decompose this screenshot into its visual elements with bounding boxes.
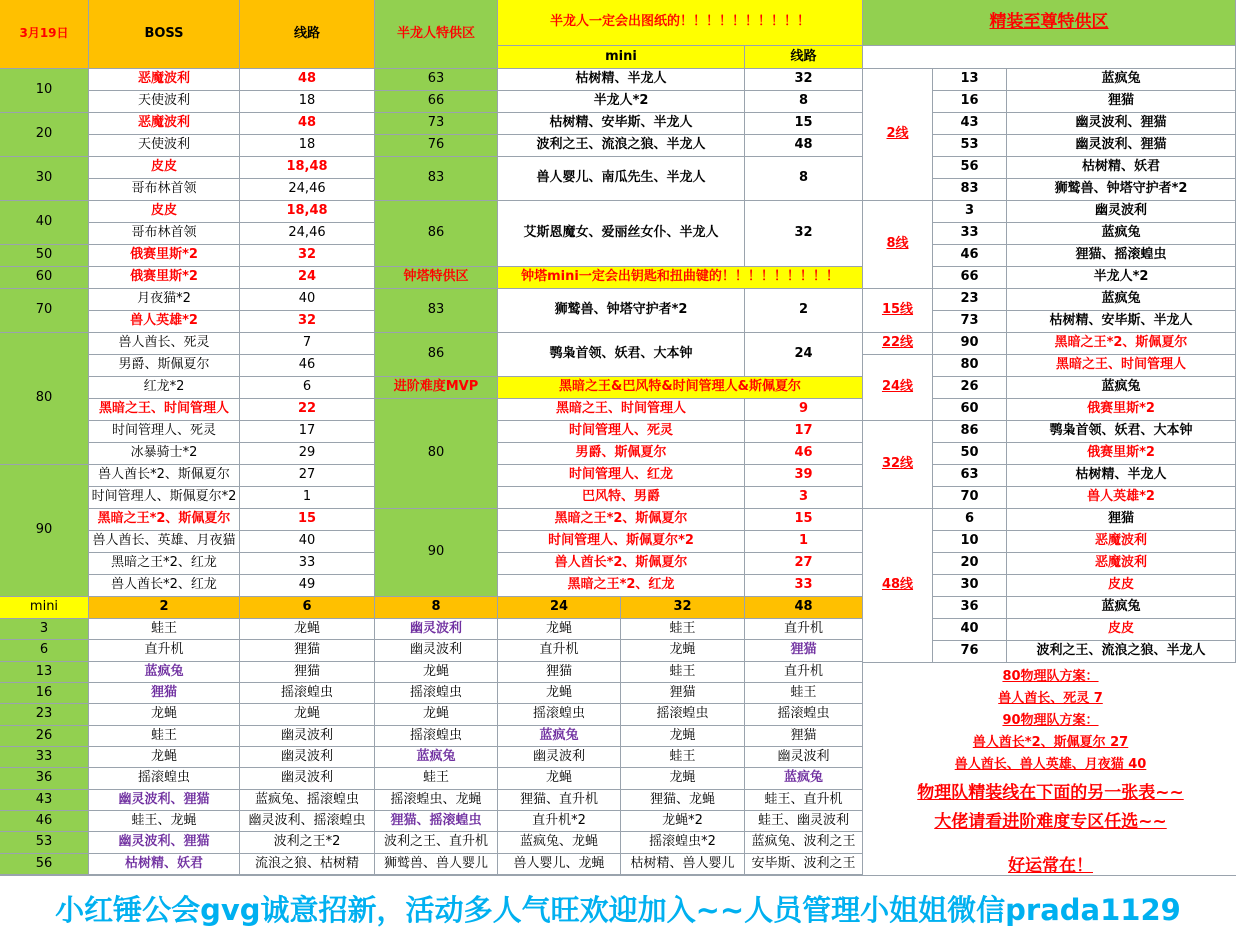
bottom-mini: 蛙王、直升机	[745, 790, 863, 811]
clock-zone-label: 钟塔特供区	[375, 267, 498, 289]
mini-route: 24	[745, 333, 863, 377]
bottom-mini: 蛙王	[89, 726, 240, 747]
route-number: 40	[240, 289, 375, 311]
mini-boss: 狮鹫兽、钟塔守护者*2	[498, 289, 745, 333]
bottom-mini: 摇滚蝗虫	[621, 704, 745, 726]
boss-header: BOSS	[89, 0, 240, 69]
line-label: 8线	[863, 201, 933, 289]
mid-level-label: 83	[375, 289, 498, 333]
bottom-mini: 蛙王、龙蝇	[89, 811, 240, 832]
mid-level-label: 86	[375, 201, 498, 267]
right-mini-boss: 狮鹫兽、钟塔守护者*2	[1007, 179, 1236, 201]
bottom-header: 6	[240, 597, 375, 619]
mini-route: 9	[745, 399, 863, 421]
mini-route: 46	[745, 443, 863, 465]
bottom-mini: 蓝疯兔、摇滚蝗虫	[240, 790, 375, 811]
level-label: 20	[0, 113, 89, 157]
right-mini-boss: 蓝疯兔	[1007, 69, 1236, 91]
right-mini-boss: 狸猫	[1007, 509, 1236, 531]
right-mini-boss: 恶魔波利	[1007, 553, 1236, 575]
route-number: 33	[240, 553, 375, 575]
mini-route: 48	[745, 135, 863, 157]
route-number: 48	[240, 69, 375, 91]
bottom-mini: 狸猫	[621, 683, 745, 704]
mini-boss: 枯树精、半龙人	[498, 69, 745, 91]
bottom-header: 8	[375, 597, 498, 619]
right-mini-boss: 狸猫	[1007, 91, 1236, 113]
bottom-mini: 龙蝇	[240, 704, 375, 726]
bottom-level: 46	[0, 811, 89, 832]
right-map-number: 90	[933, 333, 1007, 355]
right-map-number: 66	[933, 267, 1007, 289]
line-label: 48线	[863, 509, 933, 663]
boss-name: 时间管理人、死灵	[89, 421, 240, 443]
mid-level-label: 73	[375, 113, 498, 135]
bottom-mini: 摇滚蝗虫*2	[621, 832, 745, 854]
bottom-mini: 狸猫、龙蝇	[621, 790, 745, 811]
bottom-mini: 狸猫	[745, 726, 863, 747]
note-90-plan-1: 兽人酋长*2、斯佩夏尔 27	[972, 735, 1129, 750]
bottom-mini: 龙蝇	[498, 619, 621, 640]
bottom-mini: 狸猫、直升机	[498, 790, 621, 811]
line-label: 15线	[863, 289, 933, 333]
route-number: 18	[240, 91, 375, 113]
mid-level-label: 90	[375, 509, 498, 597]
bottom-mini: 幽灵波利、狸猫	[89, 832, 240, 854]
bottom-level: 16	[0, 683, 89, 704]
bottom-mini: 枯树精、兽人婴儿	[621, 854, 745, 875]
route-number: 18,48	[240, 157, 375, 179]
right-mini-boss: 幽灵波利	[1007, 201, 1236, 223]
bottom-level: 43	[0, 790, 89, 811]
mini-boss: 艾斯恩魔女、爱丽丝女仆、半龙人	[498, 201, 745, 267]
right-map-number: 43	[933, 113, 1007, 135]
route-number: 29	[240, 443, 375, 465]
right-map-number: 6	[933, 509, 1007, 531]
right-mini-boss: 恶魔波利	[1007, 531, 1236, 553]
right-map-number: 46	[933, 245, 1007, 267]
right-mini-boss: 蓝疯兔	[1007, 223, 1236, 245]
bottom-mini: 幽灵波利	[498, 747, 621, 768]
level-label: 40	[0, 201, 89, 245]
bottom-mini: 摇滚蝗虫	[375, 726, 498, 747]
right-map-number: 53	[933, 135, 1007, 157]
premium-header-blank	[863, 46, 1236, 69]
bottom-header: 2	[89, 597, 240, 619]
note-80-plan-title: 80物理队方案：	[1002, 669, 1099, 684]
route-number: 24,46	[240, 223, 375, 245]
boss-name: 时间管理人、斯佩夏尔*2	[89, 487, 240, 509]
bottom-mini: 幽灵波利	[240, 768, 375, 790]
mini-boss: 时间管理人、斯佩夏尔*2	[498, 531, 745, 553]
bottom-mini: 蓝疯兔	[498, 726, 621, 747]
bottom-level: 26	[0, 726, 89, 747]
right-mini-boss: 黑暗之王、时间管理人	[1007, 355, 1236, 377]
boss-name: 恶魔波利	[89, 69, 240, 91]
bottom-mini: 直升机	[745, 662, 863, 683]
bottom-mini: 幽灵波利、摇滚蝗虫	[240, 811, 375, 832]
bottom-mini: 幽灵波利、狸猫	[89, 790, 240, 811]
mini-route: 8	[745, 91, 863, 113]
bottom-mini: 波利之王*2	[240, 832, 375, 854]
bottom-mini: 摇滚蝗虫	[89, 768, 240, 790]
boss-name: 皮皮	[89, 157, 240, 179]
bottom-mini: 幽灵波利	[745, 747, 863, 768]
bottom-mini: 龙蝇	[375, 662, 498, 683]
mini-boss: 枯树精、安毕斯、半龙人	[498, 113, 745, 135]
line-label: 24线	[863, 355, 933, 421]
bottom-mini: 流浪之狼、枯树精	[240, 854, 375, 875]
right-map-number: 10	[933, 531, 1007, 553]
mini-route: 15	[745, 509, 863, 531]
boss-name: 哥布林首领	[89, 179, 240, 201]
bottom-mini: 狸猫	[498, 662, 621, 683]
boss-name: 哥布林首领	[89, 223, 240, 245]
bottom-mini: 直升机	[498, 640, 621, 662]
right-map-number: 40	[933, 619, 1007, 641]
mid-level-label: 76	[375, 135, 498, 157]
route-number: 46	[240, 355, 375, 377]
bottom-level: 53	[0, 832, 89, 854]
mid-level-label: 66	[375, 91, 498, 113]
boss-name: 黑暗之王*2、斯佩夏尔	[89, 509, 240, 531]
right-mini-boss: 蓝疯兔	[1007, 597, 1236, 619]
bottom-header: 24	[498, 597, 621, 619]
boss-name: 恶魔波利	[89, 113, 240, 135]
bottom-mini: 直升机	[89, 640, 240, 662]
bottom-mini: 摇滚蝗虫	[745, 704, 863, 726]
bottom-mini: 狸猫、摇滚蝗虫	[375, 811, 498, 832]
mvp-zone-label: 进阶难度MVP	[375, 377, 498, 399]
boss-name: 黑暗之王、时间管理人	[89, 399, 240, 421]
bottom-mini: 兽人婴儿、龙蝇	[498, 854, 621, 875]
mini-boss: 黑暗之王*2、斯佩夏尔	[498, 509, 745, 531]
mini-boss: 黑暗之王、时间管理人	[498, 399, 745, 421]
note-good-luck: 好运常在！	[1008, 855, 1093, 876]
right-mini-boss: 俄赛里斯*2	[1007, 443, 1236, 465]
right-mini-boss: 半龙人*2	[1007, 267, 1236, 289]
mini-boss: 兽人酋长*2、斯佩夏尔	[498, 553, 745, 575]
bottom-mini: 蛙王	[375, 768, 498, 790]
right-mini-boss: 黑暗之王*2、斯佩夏尔	[1007, 333, 1236, 355]
mid-level-label: 80	[375, 399, 498, 509]
date-header: 3月19日	[0, 0, 89, 69]
bottom-mini: 蛙王	[621, 619, 745, 640]
mid-level-label: 63	[375, 69, 498, 91]
level-label: 60	[0, 267, 89, 289]
bottom-mini: 直升机	[745, 619, 863, 640]
right-mini-boss: 兽人英雄*2	[1007, 487, 1236, 509]
level-label: 30	[0, 157, 89, 201]
right-mini-boss: 波利之王、流浪之狼、半龙人	[1007, 641, 1236, 663]
route-number: 7	[240, 333, 375, 355]
note-90-plan-title: 90物理队方案：	[1002, 713, 1099, 728]
route-number: 48	[240, 113, 375, 135]
right-mini-boss: 皮皮	[1007, 619, 1236, 641]
boss-name: 男爵、斯佩夏尔	[89, 355, 240, 377]
level-label: 90	[0, 465, 89, 597]
boss-name: 兽人酋长*2、红龙	[89, 575, 240, 597]
route-number: 6	[240, 377, 375, 399]
mini-route: 3	[745, 487, 863, 509]
boss-name: 兽人酋长、英雄、月夜猫	[89, 531, 240, 553]
bottom-mini: 蓝疯兔	[89, 662, 240, 683]
bottom-mini: 枯树精、妖君	[89, 854, 240, 875]
mini-boss: 半龙人*2	[498, 91, 745, 113]
boss-name: 天使波利	[89, 91, 240, 113]
boss-name: 皮皮	[89, 201, 240, 223]
bottom-mini: 狸猫	[240, 640, 375, 662]
right-map-number: 83	[933, 179, 1007, 201]
mini-route: 15	[745, 113, 863, 135]
level-label: 70	[0, 289, 89, 333]
bottom-mini: 蛙王	[621, 747, 745, 768]
bottom-mini: 蛙王	[621, 662, 745, 683]
right-map-number: 30	[933, 575, 1007, 597]
route-number: 1	[240, 487, 375, 509]
route2-header: 线路	[745, 46, 863, 69]
boss-name: 俄赛里斯*2	[89, 245, 240, 267]
route-number: 32	[240, 245, 375, 267]
right-map-number: 70	[933, 487, 1007, 509]
right-map-number: 63	[933, 465, 1007, 487]
bottom-mini: 龙蝇	[498, 768, 621, 790]
line-label: 32线	[863, 421, 933, 509]
right-mini-boss: 狸猫、摇滚蝗虫	[1007, 245, 1236, 267]
bottom-level: 23	[0, 704, 89, 726]
right-mini-boss: 皮皮	[1007, 575, 1236, 597]
mini-route: 2	[745, 289, 863, 333]
bottom-mini: 直升机*2	[498, 811, 621, 832]
right-map-number: 60	[933, 399, 1007, 421]
right-map-number: 36	[933, 597, 1007, 619]
mini-route: 27	[745, 553, 863, 575]
level-label: 50	[0, 245, 89, 267]
mini-boss: 巴风特、男爵	[498, 487, 745, 509]
mid-level-label: 86	[375, 333, 498, 377]
bottom-mini: 龙蝇	[621, 640, 745, 662]
right-mini-boss: 枯树精、妖君	[1007, 157, 1236, 179]
mini-boss: 黑暗之王*2、红龙	[498, 575, 745, 597]
route-number: 24	[240, 267, 375, 289]
right-mini-boss: 俄赛里斯*2	[1007, 399, 1236, 421]
bottom-mini: 龙蝇	[375, 704, 498, 726]
right-map-number: 80	[933, 355, 1007, 377]
route-number: 22	[240, 399, 375, 421]
bottom-level: 56	[0, 854, 89, 875]
bottom-mini: 龙蝇	[240, 619, 375, 640]
mini-route: 17	[745, 421, 863, 443]
mini-route: 39	[745, 465, 863, 487]
right-map-number: 50	[933, 443, 1007, 465]
bottom-mini: 蛙王	[745, 683, 863, 704]
route-number: 40	[240, 531, 375, 553]
route-number: 15	[240, 509, 375, 531]
mini-header: mini	[498, 46, 745, 69]
mini-boss: 鹗枭首领、妖君、大本钟	[498, 333, 745, 377]
bottom-level: 36	[0, 768, 89, 790]
bottom-mini: 蛙王	[89, 619, 240, 640]
bottom-mini: 幽灵波利	[375, 640, 498, 662]
level-label: 10	[0, 69, 89, 113]
right-map-number: 26	[933, 377, 1007, 399]
bottom-header: mini	[0, 597, 89, 619]
bottom-mini: 狸猫	[240, 662, 375, 683]
right-map-number: 3	[933, 201, 1007, 223]
mini-route: 32	[745, 69, 863, 91]
line-label: 22线	[863, 333, 933, 355]
right-map-number: 16	[933, 91, 1007, 113]
bottom-level: 33	[0, 747, 89, 768]
mini-route: 8	[745, 157, 863, 201]
boss-name: 兽人酋长、死灵	[89, 333, 240, 355]
bottom-mini: 蓝疯兔	[745, 768, 863, 790]
bottom-mini: 幽灵波利	[240, 726, 375, 747]
bottom-mini: 幽灵波利	[240, 747, 375, 768]
right-map-number: 33	[933, 223, 1007, 245]
mini-boss: 时间管理人、红龙	[498, 465, 745, 487]
mvp-notice: 黑暗之王&巴风特&时间管理人&斯佩夏尔	[498, 377, 863, 399]
bottom-mini: 摇滚蝗虫	[240, 683, 375, 704]
right-map-number: 13	[933, 69, 1007, 91]
route-number: 27	[240, 465, 375, 487]
halforc-notice: 半龙人一定会出图纸的！！！！！！！！！！	[498, 0, 863, 46]
bottom-mini: 波利之王、直升机	[375, 832, 498, 854]
bottom-mini: 安毕斯、波利之王	[745, 854, 863, 875]
right-map-number: 56	[933, 157, 1007, 179]
recruit-banner	[0, 875, 1236, 940]
line-label: 2线	[863, 69, 933, 201]
note-physical-team: 物理队精装线在下面的另一张表~~	[917, 782, 1184, 803]
route-number: 32	[240, 311, 375, 333]
bottom-mini: 龙蝇	[621, 768, 745, 790]
boss-name: 红龙*2	[89, 377, 240, 399]
right-mini-boss: 幽灵波利、狸猫	[1007, 113, 1236, 135]
bottom-mini: 龙蝇	[621, 726, 745, 747]
halforc-zone-header: 半龙人特供区	[375, 0, 498, 69]
bottom-mini: 蓝疯兔、龙蝇	[498, 832, 621, 854]
bottom-mini: 摇滚蝗虫	[498, 704, 621, 726]
mini-boss: 时间管理人、死灵	[498, 421, 745, 443]
boss-name: 月夜猫*2	[89, 289, 240, 311]
boss-name: 天使波利	[89, 135, 240, 157]
mid-level-label: 83	[375, 157, 498, 201]
route-number: 17	[240, 421, 375, 443]
bottom-mini: 摇滚蝗虫	[375, 683, 498, 704]
right-map-number: 23	[933, 289, 1007, 311]
mini-route: 1	[745, 531, 863, 553]
route-number: 49	[240, 575, 375, 597]
bottom-mini: 狸猫	[745, 640, 863, 662]
mini-route: 33	[745, 575, 863, 597]
boss-name: 兽人酋长*2、斯佩夏尔	[89, 465, 240, 487]
bottom-mini: 狸猫	[89, 683, 240, 704]
boss-name: 俄赛里斯*2	[89, 267, 240, 289]
bottom-mini: 蛙王、幽灵波利	[745, 811, 863, 832]
level-label: 80	[0, 333, 89, 465]
right-mini-boss: 幽灵波利、狸猫	[1007, 135, 1236, 157]
bottom-mini: 龙蝇	[89, 704, 240, 726]
right-mini-boss: 蓝疯兔	[1007, 289, 1236, 311]
clock-notice: 钟塔mini一定会出钥匙和扭曲键的！！！！！！！！！	[498, 267, 863, 289]
route-number: 18,48	[240, 201, 375, 223]
right-map-number: 76	[933, 641, 1007, 663]
right-mini-boss: 蓝疯兔	[1007, 377, 1236, 399]
route-number: 18	[240, 135, 375, 157]
premium-zone-header: 精装至尊特供区	[863, 0, 1236, 46]
boss-name: 冰暴骑士*2	[89, 443, 240, 465]
bottom-mini: 幽灵波利	[375, 619, 498, 640]
bottom-mini: 蓝疯兔、波利之王	[745, 832, 863, 854]
right-mini-boss: 鹗枭首领、妖君、大本钟	[1007, 421, 1236, 443]
mini-boss: 男爵、斯佩夏尔	[498, 443, 745, 465]
bottom-header: 32	[621, 597, 745, 619]
right-map-number: 86	[933, 421, 1007, 443]
recruit-banner-text: 小红锤公会gvg诚意招新，活动多人气旺欢迎加入~~人员管理小姐姐微信prada1129	[55, 892, 1181, 927]
bottom-level: 3	[0, 619, 89, 640]
boss-name: 黑暗之王*2、红龙	[89, 553, 240, 575]
right-map-number: 20	[933, 553, 1007, 575]
bottom-header: 48	[745, 597, 863, 619]
bottom-mini: 龙蝇	[89, 747, 240, 768]
right-mini-boss: 枯树精、安毕斯、半龙人	[1007, 311, 1236, 333]
mini-boss: 波利之王、流浪之狼、半龙人	[498, 135, 745, 157]
bottom-mini: 蓝疯兔	[375, 747, 498, 768]
bottom-mini: 龙蝇	[498, 683, 621, 704]
right-map-number: 73	[933, 311, 1007, 333]
note-advanced-zone: 大佬请看进阶难度专区任选~~	[934, 811, 1167, 832]
route-header: 线路	[240, 0, 375, 69]
right-mini-boss: 枯树精、半龙人	[1007, 465, 1236, 487]
bottom-mini: 狮鹫兽、兽人婴儿	[375, 854, 498, 875]
bottom-level: 13	[0, 662, 89, 683]
note-90-plan-2: 兽人酋长、兽人英雄、月夜猫 40	[954, 757, 1147, 772]
route-number: 24,46	[240, 179, 375, 201]
bottom-mini: 摇滚蝗虫、龙蝇	[375, 790, 498, 811]
mini-route: 32	[745, 201, 863, 267]
bottom-mini: 龙蝇*2	[621, 811, 745, 832]
boss-name: 兽人英雄*2	[89, 311, 240, 333]
note-80-plan: 兽人酋长、死灵 7	[998, 691, 1103, 706]
bottom-level: 6	[0, 640, 89, 662]
mini-boss: 兽人婴儿、南瓜先生、半龙人	[498, 157, 745, 201]
